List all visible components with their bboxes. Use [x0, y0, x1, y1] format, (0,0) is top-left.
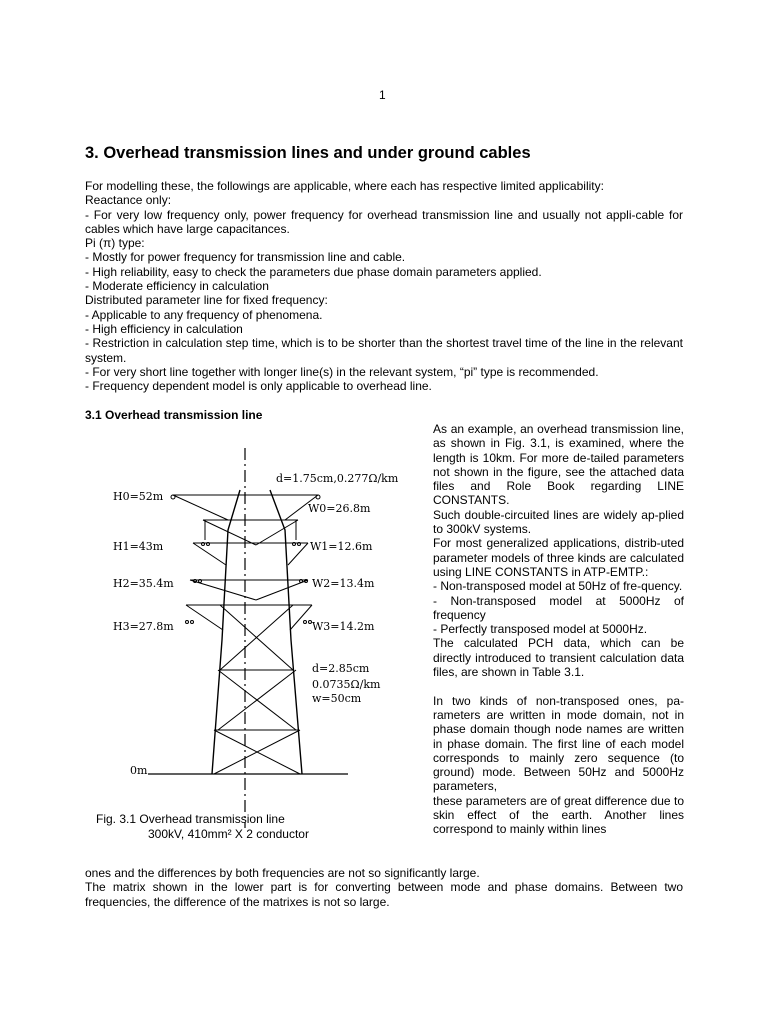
paragraph: - Non-transposed model at 5000Hz of frequency — [433, 593, 684, 622]
paragraph: The matrix shown in the lower part is for converting between mode and phase domains. Between two frequencies, the difference of the matrixes is not so large. — [85, 880, 683, 909]
paragraph: The calculated PCH data, which can be directly introduced to transient calculation data files, are shown in Table 3.1. — [433, 636, 684, 680]
intro-line: - Moderate efficiency in calculation — [85, 279, 269, 294]
tower-figure — [98, 440, 418, 830]
conductor-diameter-label: d=2.85cm — [312, 662, 370, 675]
conductor-resistance-label: 0.0735Ω/km — [312, 678, 381, 691]
height-h0-label: H0=52m — [113, 490, 164, 503]
paragraph: - Perfectly transposed model at 5000Hz. — [433, 622, 648, 637]
intro-text — [85, 179, 683, 393]
intro-line: - High efficiency in calculation — [85, 321, 243, 336]
width-w3-label: W3=14.2m — [312, 620, 375, 633]
width-w1-label: W1=12.6m — [310, 540, 373, 553]
paragraph: As an example, an overhead transmission line, as shown in Fig. 3.1, is examined, where the length is 10km. For more de-tailed parameters not shown in the figure, see the attached data files and Role Book regarding LINE CONSTANTS. — [433, 422, 684, 508]
paragraph: these parameters are of great difference due to skin effect of the earth. Another lines correspond to mainly within lines — [433, 793, 684, 837]
intro-line: Reactance only: — [85, 193, 172, 208]
height-h1-label: H1=43m — [113, 540, 164, 553]
intro-line: - High reliability, easy to check the parameters due phase domain parameters applied. — [85, 264, 542, 279]
intro-line: For modelling these, the followings are applicable, where each has respective limited applicability: — [85, 179, 604, 193]
paragraph: For most generalized applications, distrib-uted parameter models of three kinds are calculated using LINE CONSTANTS in ATP-EMTP.: — [433, 536, 684, 579]
ground-wire-spec: d=1.75cm,0.277Ω/km — [276, 472, 399, 485]
intro-line: - Restriction in calculation step time, which is to be shorter than the shortest travel time of the line in the relevant system. — [85, 336, 683, 365]
intro-line: - For very low frequency only, power frequency for overhead transmission line and usually not appli-cable for cables which have large capacitances. — [85, 207, 683, 236]
ground-level-label: 0m — [130, 764, 148, 777]
width-w0-label: W0=26.8m — [308, 502, 371, 515]
intro-line: - Applicable to any frequency of phenomena. — [85, 307, 323, 322]
intro-line: Distributed parameter line for fixed frequency: — [85, 293, 328, 308]
caption-line: Fig. 3.1 Overhead transmission line — [96, 812, 285, 826]
section-heading: 3. Overhead transmission lines and under ground cables — [85, 144, 531, 162]
subsection-heading: 3.1 Overhead transmission line — [85, 408, 263, 422]
intro-line: - Frequency dependent model is only applicable to overhead line. — [85, 379, 432, 394]
paragraph: - Non-transposed model at 50Hz of fre-quency. — [433, 579, 683, 594]
conductor-spacing-label: w=50cm — [312, 692, 362, 705]
caption-line: 300kV, 410mm² X 2 conductor — [148, 826, 309, 841]
intro-line: - Mostly for power frequency for transmission line and cable. — [85, 250, 406, 265]
bottom-text — [85, 866, 683, 909]
figure-caption — [96, 812, 309, 841]
paragraph-gap — [433, 679, 684, 693]
paragraph: In two kinds of non-transposed ones, pa-rameters are written in mode domain, not in phase domain though node names are written in phase domain. The first line of each model corresponds to mainly zero sequence (to ground) mode. Between 50Hz and 5000Hz parameters, — [433, 693, 684, 794]
intro-line: Pi (π) type: — [85, 236, 145, 251]
page-number: 1 — [379, 88, 386, 102]
paragraph: Such double-circuited lines are widely ap-plied to 300kV systems. — [433, 507, 684, 537]
height-h2-label: H2=35.4m — [113, 577, 174, 590]
intro-line: - For very short line together with longer line(s) in the relevant system, “pi” type is recommended. — [85, 364, 599, 379]
height-h3-label: H3=27.8m — [113, 620, 174, 633]
right-column-text — [433, 422, 684, 837]
paragraph: ones and the differences by both frequencies are not so significantly large. — [85, 866, 480, 880]
width-w2-label: W2=13.4m — [312, 577, 375, 590]
